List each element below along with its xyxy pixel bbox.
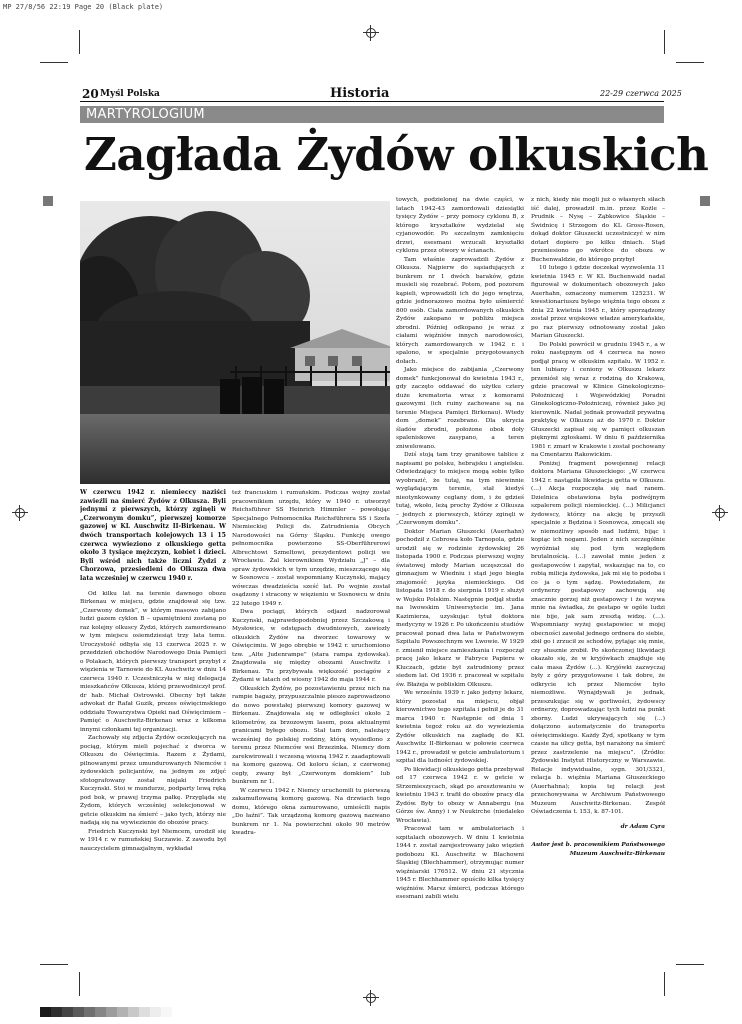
paragraph: Od kilku lat na terenie dawnego obozu Birkenau w miejscu, gdzie znajdował się tzw. „Czerwony domek”, w którym masowo zabijano ludzi gazem cyklon B – upamiętnieni zostaną po raz kolejny olkuscy Żydzi, których zamordowano w tym miejscu osiemdziesiąt trzy lata temu. Uroczystość odbyła się 13 czerwca 2025 r. w przeddzień obchodów Narodowego Dnia Pamięci o Polakach, których pierwszy transport przybył z więzienia w Tarnowie do KL Auschwitz w dniu 14 czerwca 1940 r. Uczestniczyła w niej delegacja mieszkańców Olkusza, której przewodniczył prof. dr hab. Michał Ostrowski. Obecny był także adwokat dr Rafał Guzik, prezes oświęcimskiego oddziału Towarzystwa Opieki nad Oświęcimiem – Pamięć o Auschwitz-Birkenau wraz z kilkoma innymi członkami tej organizacji.	[80, 590, 226, 733]
article-column-4	[531, 196, 665, 939]
color-swatch	[128, 1007, 139, 1017]
publication-name: Myśl Polska	[100, 89, 160, 99]
color-swatch	[139, 1007, 150, 1017]
registration-mark-bottom	[363, 990, 379, 1006]
paragraph: 10 lutego i gdzie doczekał wyzwolenia 11 kwietnia 1945 r. W KL Buchenwald nadal figurował w dokumentach obozowych jako Auerhahn, oznaczony numerem 125231. W kwestionariuszu byłego więźnia tego obozu z dnia 22 kwietnia 1945 r., który sporządzony został przez wojskowe władze amerykańskie, po raz pierwszy odnotowany został jako Marian Głuszecki.	[531, 265, 665, 339]
paragraph: W czerwcu 1942 r. Niemcy uruchomili tu pierwszą zakamuflowaną komorę gazową. Na drzwiach tego domu, którego okna zamurowano, umieścili napis „Do łaźni”. Tak urządzoną komorę gazową nazwano bunkrem nr 1. Na powierzchni około 90 metrów kwadra-	[232, 787, 390, 836]
headline: Zagłada Żydów olkuskich	[84, 128, 709, 181]
color-swatch	[95, 1007, 106, 1017]
color-swatch	[161, 1007, 172, 1017]
kicker-label: MARTYROLOGIUM	[86, 107, 205, 122]
paragraph: towych, podzielonej na dwie części, w latach 1942-43 zamordowali dziesiątki tysięcy Żydów – przy pomocy cyklonu B, z którego kryształków wydzielał się cyjanowodór. Po szczelnym zamknięciu drzwi, esesmani wrzucali kryształki cyklonu przez otwory w ścianach.	[396, 197, 524, 254]
color-swatch	[51, 1007, 62, 1017]
color-swatch	[150, 1007, 161, 1017]
color-swatch	[117, 1007, 128, 1017]
paragraph: We wrześniu 1939 r. jako jedyny lekarz, który pozostał na miejscu, objął kierownictwo tego szpitala i pełnił je do 31 marca 1940 r. Następnie od dnia 1 kwietnia tegoż roku aż do wywiezienia Żydów olkuskich na zagładę do KL Auschwitz II-Birkenau w połowie czerwca 1942 r., prowadził w getcie ambulatorium i szpital dla ludności żydowskiej.	[396, 690, 524, 764]
paragraph: Friedrich Kuczynski był Niemcem, urodził się w 1914 r. w rumuńskiej Suczawie. Z zawodu był nauczycielem gimnazjalnym, wykładał	[80, 828, 226, 852]
article-column-3	[396, 196, 524, 939]
registration-mark-left	[12, 505, 28, 521]
paragraph: Dziś stoją tam trzy granitowe tablice z napisami po polsku, hebrajsku i angielsku. Odwiedzający to miejsce mogą sobie tylko wyobrazić, że tutaj, na tym niewinnie wyglądającym terenie, stał kiedyś nieotynkowany ceglany dom, i że gdzieś tutaj, wkoło, leżą prochy Żydów z Olkusza – jednych z pierwszych, którzy zginęli w „Czerwonym domku”.	[396, 452, 524, 526]
grey-square-mark	[43, 196, 53, 206]
article-lead: W czerwcu 1942 r. niemieccy naziści zawieźli na śmierć Żydów z Olkusza. Byli jednymi z pierwszych, którzy zginęli w „Czerwonym domku”, pierwszej komorze gazowej w KL Auschwitz II-Birkenau. W dwóch transportach kolejowych 13 i 15 czerwca wywieziono z olkuskiego getta około 3 tysiące mężczyzn, kobiet i dzieci. Byli wśród nich także liczni Żydzi z Chorzowa, przesiedleni do Olkusza dwa lata wcześniej w czerwcu 1940 r.	[80, 489, 226, 582]
paragraph: też francuskim i rumuńskim. Podczas wojny został pracownikiem urzędu, który w 1940 r. utworzył Reichsführer SS Heinrich Himmler – powołując Specjalnego Pełnomocnika Reichsführera SS i Szefa Niemieckiej Policji ds. Zatrudnienia Obcych Narodowości na Górny Śląsku. Funkcję owego pełnomocnika powierzono SS-Oberführerowi Albrechtowi Szmeltowi, prezydentowi policji we Wrocławiu. Żal kierownikiem Wydziału „J” – dla spraw żydowskich w tym urzędzie, mieszczącego się w Sosnowcu – został wspomniany Kuczynski, mający wówczas dwadzieścia sześć lat. Po wojnie został osądzony i stracony w więzieniu w Sosnowcu w dniu 22 lutego 1949 r.	[232, 490, 390, 607]
crop-mark	[79, 30, 80, 54]
article-column-2	[232, 489, 390, 939]
paragraph: Doktor Marian Głuszecki (Auerhahn) pochodził z Cebrowa koło Tarnopola, gdzie urodził się w rodzinie żydowskiej 26 listopada 1900 r. Podczas pierwszej wojny światowej młody Marian uczęszczał do gimnazjum w Wiedniu i stąd jego biegła znajomość języka niemieckiego. Od listopada 1918 r. do sierpnia 1919 r. służył w Wojsku Polskim. Następnie podjął studia na lwowskim Uniwersytecie im. Jana Kazimierza, uzyskując tytuł doktora medycyny w 1926 r. Po ukończeniu studiów pracował ponad dwa lata w Państwowym Szpitalu Powszechnym we Lwowie. W 1929 r. zmienił miejsce zamieszkania i rozpoczął pracę jako lekarz w Fabryce Papieru w Kluczach, gdzie był zatrudniony przez siedem lat. Od 1936 r. pracował w szpitalu św. Błażeja w pobliskim Olkuszu.	[396, 528, 524, 688]
article-column-1	[80, 489, 226, 939]
crop-mark	[676, 964, 704, 965]
paragraph: Olkuskich Żydów, po pozostawieniu przez nich na rampie bagaży, przypuszczalnie pieszo zaprowadzono do nowo powstałej pierwszej komory gazowej w Birkenau. Znajdowała się w odległości około 2 kilometrów, za brzozowym lasem, poza aktualnymi granicami byłego obozu. Stał tam dom, należący wcześniej do polskiej rodziny, którą wysiedlono z terenu przez Niemców wsi Brzezinka. Niemcy dom zarekwirowali i wczesną wiosną 1942 r. zaadaptowali na komorę gazową. Od koloru ścian, z czerwonej cegły, zwany był „Czerwonym domkiem” lub bunkrem nr 1.	[232, 685, 390, 785]
crop-mark	[79, 972, 80, 996]
grey-square-mark	[700, 196, 710, 206]
color-swatch	[106, 1007, 117, 1017]
memorial-photo-illustration	[80, 201, 390, 484]
color-swatch	[40, 1007, 51, 1017]
print-slug: MP 27/8/56 22:19 Page 20 (Black plate)	[3, 3, 164, 11]
header-rule	[80, 101, 664, 102]
author-note: Autor jest b. pracownikiem Państwowego Muzeum Auschwitz-Birkenau	[531, 842, 665, 857]
crop-mark	[40, 62, 68, 63]
paragraph: Dwa pociągi, których odjazd nadzorował Kuczynski, najprawdopodobniej przez Szczakową i Mysłowice, w odstępach dwudniowych, zawiozły olkuskich Żydów na dworzec towarowy w Oświęcimiu. W jego obrębie w 1942 r. uruchomiono tzw. „Alte Judenrampe” (stara rampa żydowska). Znajdowała się między obozami Auschwitz i Birkenau. Tu przybywała większość pociągów z Żydami w latach od wiosny 1942 do maja 1944 r.	[232, 609, 390, 683]
paragraph: Tam właśnie zaprowadzili Żydów z Olkusza. Najpierw do sąsiadujących z bunkrem nr 1 dwóch baraków, gdzie musieli się rozebrać. Potem, pod pozorem kąpieli, wprowadzili ich do jego wnętrza, gdzie jednorazowo można było uśmiercić 800 osób. Ciała zamordowanych olkuskich Żydów zakopano w pobliżu miejsca zbrodni. Później odkopano je wraz z ciałami więźniów innych narodowości, których zamordowanych w 1942 r. i spalono, w specjalnie przygotowanych dołach.	[396, 256, 524, 365]
color-swatch	[73, 1007, 84, 1017]
registration-mark-right	[712, 505, 728, 521]
paragraph: Zachowały się zdjęcia Żydów oczekujących na pociąg, którym mieli pojechać z dworca w Olkuszu do Oświęcimia. Razem z Żydami, pilnowanymi przez umundurowanych Niemców i żydowskich policjantów, na jednym ze zdjęć sfotografowany został niejaki Friedrich Kuczynski. Stoi w mundurze, podparty lewą ręką pod bok, w prawej trzyma pałkę. Przygląda się Żydom, których wcześniej selekcjonował w getcie olkuskim na śmierć – jako tych, którzy nie nadają się na wywiezienie do obozów pracy.	[80, 735, 226, 827]
kicker-bar	[80, 106, 664, 123]
paragraph: Jako miejsce do zabijania „Czerwony domek” funkcjonował do kwietnia 1943 r., gdy zaczęto oddawać do użytku cztery duże krematoria wraz z komorami gazowymi (ich ruiny zachowane są na terenie Miejsca Pamięci Birkenau). Wtedy dom „domek” rozebrano. Dla ukrycia śladów zbrodni, położone obok doły spaleniskowe zasypano, a teren zniwelowano.	[396, 367, 524, 450]
crop-mark	[676, 62, 704, 63]
crop-mark	[40, 964, 68, 965]
author-signature: dr Adam Cyra	[620, 823, 665, 830]
color-swatch	[84, 1007, 95, 1017]
paragraph: Pracował tam w ambulatoriach i szpitalach obozowych. W dniu 1 kwietnia 1944 r. został zarejestrowany jako więzień podobozu KL Auschwitz w Blachowni Śląskiej (Blechhammer), otrzymując numer więźniarski 176512. W dniu 21 stycznia 1945 r. Blechhammer opuściło kilka tysięcy więźniów. Marsz śmierci, podczas którego esesmani zabili wielu	[396, 826, 524, 900]
paragraph: Poniżej fragment powojennej relacji doktora Mariana Głuszeckiego: „W czerwcu 1942 r. nastąpiła likwidacja getta w Olkuszu. (…) Akcja rozpoczęła się nad ranem. Dzielnica obstawiona była podwójnym szpalerem policji niemieckiej. (…) Milicjanci żydowscy, którzy na akcję tę przyszli specjalnie z Będzina i Sosnowca, zmęcali się w niemożliwy sposób nad ludźmi, bijąc i kopiąc ich nogami. Jeden z nich szczególnie wyróżniał się pod tym względem brutalnością. (…) zawołał mnie jeden z gestapowców i zapytał, wskazując na to, co robią milicja żydowska, jak mi się to podoba i co ja o tym sądzę. Powiedziałem, że ordynerzy gestapowcy zachowują się znacznie gorzej niż gestapowcy i że wzywa mnie na świadka, że gestapo w ogóle ludzi nie bije, jak sam zresztą widzę. (…). Wspomniany wyżej gestapowiec w mojej obecności zawołał jednego ordnera do siebie, zbił go i zrzucił ze schodów, pytając się mnie, czy słusznie zrobił. Po skończonej likwidacji okazało się, że w kryjówkach znajduje się cała masa Żydów (…). Kryjówki zazwyczaj były z góry przygotowane i tak dobre, że odkrycie ich przez Niemców było niemożliwe. Wynajdywali je jednak, przeszukując się w gorliwości, żydowscy ordnerzy, doprowadzając tych ludzi na punkt zborny. Ludzi ukrywających się (…) dołączono automatycznie do transportu oświęcimskiego. Każdy Żyd, spotkany w tym czasie na ulicy getta, był narażony na śmierć przez zastrzelenie na miejscu”. (Źródło: Żydowski Instytut Historyczny w Warszawie. Relacje indywidualne, sygn. 301/3321, relacja b. więźnia Mariana Głuszeckiego (Auerhahna); kopia tej relacji jest przechowywana w Archiwum Państwowego Muzeum Auschwitz-Birkenau. Zespół Oświadczenia t. 153, k. 87-101.	[531, 460, 665, 815]
registration-mark-top	[363, 25, 379, 41]
crop-mark	[664, 972, 665, 996]
paragraph: Po likwidacji olkuskiego getta przebywał od 17 czerwca 1942 r. w getcie w Strzemieszycach, skąd po aresztowaniu w kwietniu 1943 r. trafił do obozów pracy dla Żydów. Były to obozy w Annabergu (na Górze św. Anny) i w Neukirche (niedaleko Wrocławia).	[396, 766, 524, 824]
paragraph: Do Polski powrócił w grudniu 1945 r., a w roku następnym od 4 czerwca na nowo podjął pracę w olkuskim szpitalu. W 1952 r. ten lubiany i ceniony w Olkuszu lekarz przeniósł się wraz z rodziną do Krakowa, gdzie pracował w Klinice Ginekologiczno-Położniczej i Wojewódzkiej Poradni Ginekologiczno-Położniczej, również jako jej kierownik. Nadal jednak prowadził prywatną praktykę w Olkuszu aż do 1970 r. Doktor Głuszecki zapisał się w pamięci olkuszan pięknymi zgłoskami. W dniu 6 października 1981 r. zmarł w Krakowie i został pochowany na Cmentarzu Rakowickim.	[531, 341, 665, 458]
paragraph: z nich, kiedy nie mogli już o własnych siłach iść dalej, prowadził m.in. przez Kożle – Prudnik – Nysę – Ząbkowice Śląskie – Świdnicę i Strzegom do KL Gross-Rosen, dokąd doktor Głuszecki uczestniczyć w nim dotarł dopiero po kilku dniach. Stąd przeniesiono go wkrótce do obozu w Buchenwaldzie, do którego przybył	[531, 197, 665, 263]
page-number: 20	[82, 87, 99, 101]
crop-mark	[664, 30, 665, 54]
print-color-bar	[40, 1007, 172, 1017]
section-title: Historia	[330, 86, 390, 101]
issue-date: 22-29 czerwca 2025	[600, 89, 682, 98]
color-swatch	[62, 1007, 73, 1017]
memorial-photo	[80, 201, 390, 484]
